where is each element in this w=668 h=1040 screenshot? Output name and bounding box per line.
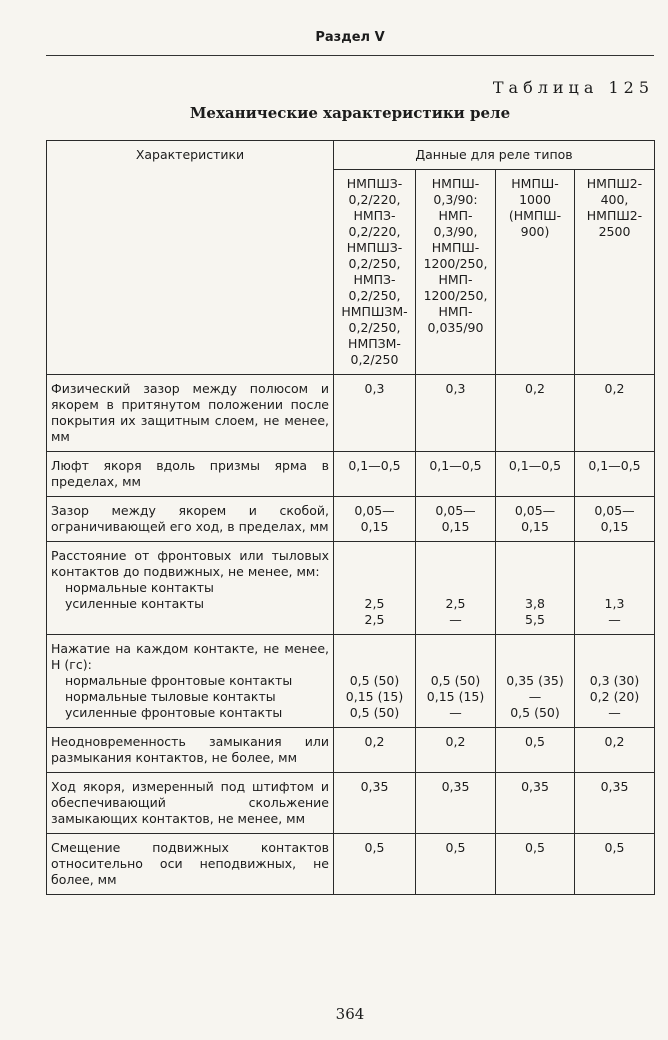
value-cell: [575, 635, 655, 728]
row-label: [47, 542, 334, 635]
relay-type-line: НМП-: [438, 304, 473, 319]
value-line: 0,15: [521, 519, 549, 534]
row-label-main: Нажатие на каждом контакте, не менее, Н (гс):: [51, 641, 329, 672]
value-line: 0,5 (50): [510, 705, 560, 720]
value-line: 2,5: [364, 612, 385, 627]
table-title: Механические характеристики реле: [189, 104, 511, 122]
value-cell: [496, 635, 575, 728]
value-cell: 0,2: [334, 728, 416, 773]
row-label: Смещение подвижных контактов относительно оси неподвижных, не более, мм: [47, 834, 334, 895]
characteristics-header: Характеристики: [47, 141, 334, 375]
relay-type-line: 900): [520, 224, 550, 239]
value-line: 1,3: [604, 596, 625, 611]
row-label: [47, 635, 334, 728]
relay-type-line: 1200/250,: [423, 256, 488, 271]
value-cell: 0,2: [575, 375, 655, 452]
value-line: 0,5 (50): [430, 673, 481, 688]
relay-type-line: НМПШ2-: [586, 176, 643, 191]
value-cell: 0,35: [334, 773, 416, 834]
value-line: 0,35 (35): [506, 673, 564, 688]
table-number: Таблица 125: [492, 78, 654, 97]
value-line: —: [528, 689, 542, 704]
value-line: 0,5 (50): [349, 705, 400, 720]
table-row: [47, 773, 655, 834]
value-line: —: [449, 612, 462, 627]
value-line: 2,5: [364, 596, 385, 611]
value-line: 0,15 (15): [426, 689, 485, 704]
relay-type-line: 400,: [600, 192, 629, 207]
value-cell: 0,3: [334, 375, 416, 452]
value-cell: 0,2: [496, 375, 575, 452]
table-row: [47, 834, 655, 895]
value-cell: 0,1—0,5: [334, 452, 416, 497]
value-cell: 0,35: [416, 773, 496, 834]
value-line: 0,05—: [354, 503, 395, 518]
value-cell: [575, 542, 655, 635]
page-number: 364: [335, 1005, 365, 1023]
value-cell: 0,5: [334, 834, 416, 895]
relay-type-1: [334, 170, 416, 375]
table-row: [47, 728, 655, 773]
relay-type-line: НМПШЗМ-: [341, 304, 408, 319]
relay-type-line: 0,3/90,: [433, 224, 478, 239]
row-label: Физический зазор между полюсом и якорем в притянутом положении после покрытия их защитным слоем, не менее, мм: [47, 375, 334, 452]
section-header: Раздел V: [315, 30, 385, 45]
value-line: 2,5: [445, 596, 466, 611]
value-cell: 0,3: [416, 375, 496, 452]
value-line: 0,15: [441, 519, 470, 534]
value-cell: [334, 635, 416, 728]
value-cell: [496, 542, 575, 635]
row-label: Неодновременность замыкания или размыкания контактов, не более, мм: [47, 728, 334, 773]
relay-type-line: НМП-: [438, 208, 473, 223]
value-line: —: [608, 612, 621, 627]
row-sublabel: нормальные тыловые контакты: [65, 689, 276, 704]
value-line: 0,2 (20): [589, 689, 640, 704]
value-cell: 0,2: [575, 728, 655, 773]
relay-type-line: 0,2/250,: [348, 288, 401, 303]
value-cell: 0,35: [496, 773, 575, 834]
relay-characteristics-table: [46, 140, 655, 895]
value-cell: [575, 497, 655, 542]
relay-type-line: НМПШ2-: [586, 208, 643, 223]
value-line: 0,5 (50): [349, 673, 400, 688]
value-cell: 0,5: [575, 834, 655, 895]
relay-type-line: НМП-: [438, 272, 473, 287]
value-line: 0,15: [600, 519, 629, 534]
value-line: 0,15 (15): [345, 689, 404, 704]
row-sublabel: нормальные контакты: [65, 580, 214, 595]
relay-type-line: 0,2/220,: [348, 224, 401, 239]
relay-type-line: НМПЗМ-: [348, 336, 401, 351]
relay-type-line: 0,035/90: [427, 320, 484, 335]
relay-type-4: [575, 170, 655, 375]
relay-type-line: (НМПШ-: [508, 208, 562, 223]
value-line: —: [608, 705, 621, 720]
relay-type-line: НМПЗ-: [353, 208, 396, 223]
value-line: —: [449, 705, 462, 720]
value-line: 0,15: [360, 519, 389, 534]
row-label: Ход якоря, измеренный под штифтом и обеспечивающий скольжение замыкающих контактов, не менее, мм: [47, 773, 334, 834]
value-cell: 0,1—0,5: [416, 452, 496, 497]
value-cell: [496, 497, 575, 542]
table-row: [47, 375, 655, 452]
table-row: [47, 452, 655, 497]
value-cell: 0,1—0,5: [575, 452, 655, 497]
value-line: 0,05—: [514, 503, 556, 518]
row-label: Люфт якоря вдоль призмы ярма в пределах, мм: [47, 452, 334, 497]
row-sublabel: усиленные фронтовые контакты: [65, 705, 283, 720]
value-cell: [334, 497, 416, 542]
value-line: 0,3 (30): [589, 673, 640, 688]
value-cell: [416, 542, 496, 635]
relay-type-line: 0,2/250,: [348, 320, 401, 335]
relay-type-line: 2500: [598, 224, 631, 239]
row-label-main: Расстояние от фронтовых или тыловых контактов до подвижных, не менее, мм:: [51, 548, 329, 579]
row-label: Зазор между якорем и скобой, ограничивающей его ход, в пределах, мм: [47, 497, 334, 542]
table-row: [47, 635, 655, 728]
relay-types-header: Данные для реле типов: [334, 141, 655, 170]
value-line: 0,05—: [435, 503, 476, 518]
relay-type-line: НМПШЗ-: [346, 240, 403, 255]
relay-type-line: 0,2/250: [350, 352, 399, 367]
value-cell: 0,5: [496, 728, 575, 773]
header-divider: [46, 55, 654, 56]
table-header-row: [47, 141, 655, 170]
value-cell: 0,5: [496, 834, 575, 895]
table-row: [47, 542, 655, 635]
relay-type-line: 1200/250,: [423, 288, 488, 303]
value-cell: [416, 635, 496, 728]
value-line: 5,5: [525, 612, 545, 627]
row-sublabel: усиленные контакты: [65, 596, 204, 611]
value-cell: 0,5: [416, 834, 496, 895]
relay-type-line: 0,3/90:: [433, 192, 478, 207]
table-row: [47, 497, 655, 542]
relay-type-line: 1000: [519, 192, 551, 207]
relay-type-3: [496, 170, 575, 375]
relay-type-line: НМПШ-: [511, 176, 559, 191]
relay-type-2: [416, 170, 496, 375]
value-cell: [334, 542, 416, 635]
relay-type-line: НМПШ-: [431, 176, 480, 191]
relay-type-line: НМПШЗ-: [346, 176, 403, 191]
value-cell: 0,35: [575, 773, 655, 834]
relay-type-line: НМПШ-: [431, 240, 480, 255]
relay-type-line: 0,2/250,: [348, 256, 401, 271]
value-line: 3,8: [525, 596, 545, 611]
value-cell: 0,1—0,5: [496, 452, 575, 497]
value-line: 0,05—: [594, 503, 635, 518]
value-cell: [416, 497, 496, 542]
relay-type-line: НМПЗ-: [353, 272, 396, 287]
row-sublabel: нормальные фронтовые контакты: [65, 673, 293, 688]
value-cell: 0,2: [416, 728, 496, 773]
relay-type-line: 0,2/220,: [348, 192, 401, 207]
